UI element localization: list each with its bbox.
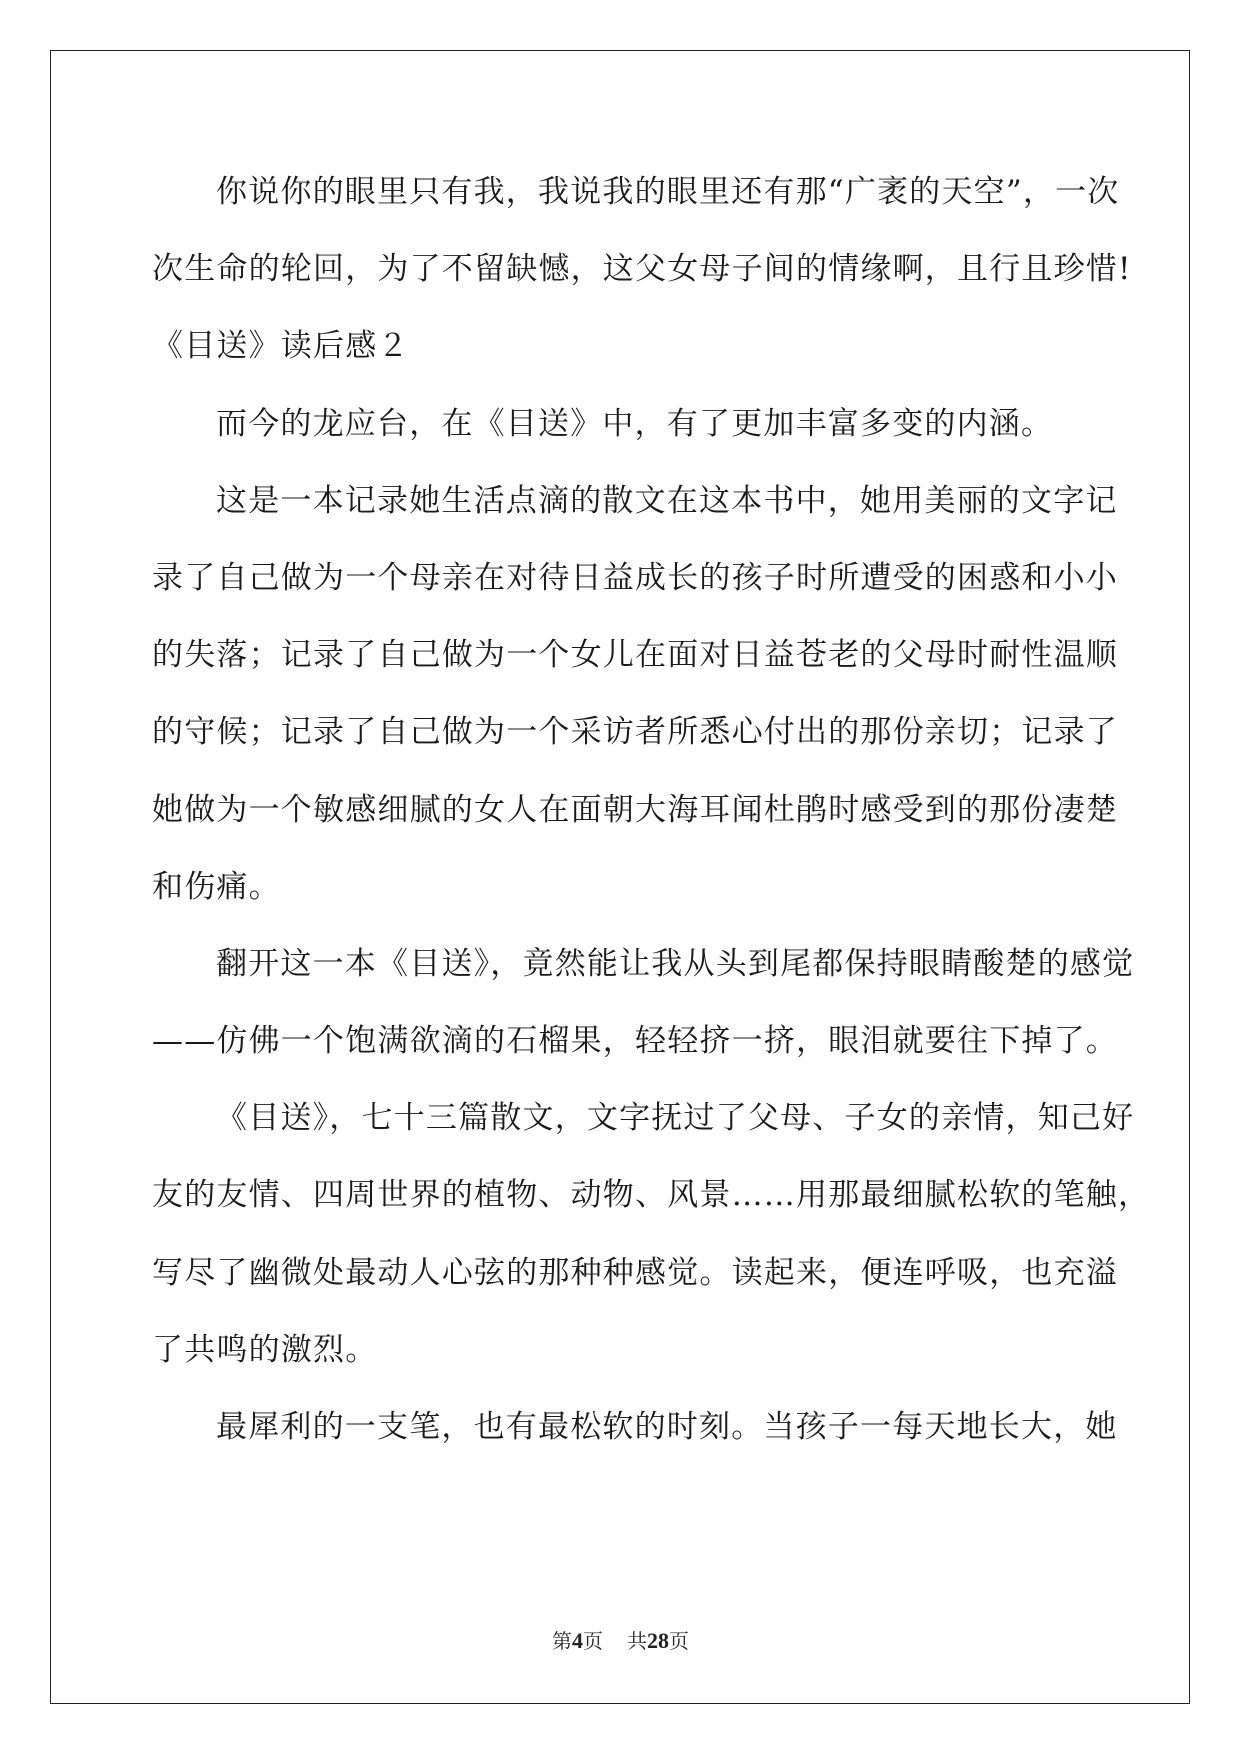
text-line: 录了自己做为一个母亲在对待日益成长的孩子时所遭受的困惑和小小 <box>152 559 1118 596</box>
text-line: 这是一本记录她生活点滴的散文在这本书中，她用美丽的文字记 <box>216 482 1118 519</box>
text-line: 友的友情、四周世界的植物、动物、风景……用那最细腻松软的笔触， <box>152 1177 1151 1214</box>
text-line: 次生命的轮回，为了不留缺憾，这父女母子间的情缘啊，且行且珍惜! <box>152 251 1132 288</box>
text-line: 她做为一个敏感细腻的女人在面朝大海耳闻杜鹃时感受到的那份凄楚 <box>152 791 1118 828</box>
total-prefix: 共 <box>627 1629 647 1653</box>
document-body <box>152 162 1151 1474</box>
text-line: 而今的龙应台，在《目送》中，有了更加丰富多变的内涵。 <box>216 405 1054 442</box>
text-line: 最犀利的一支笔，也有最松软的时刻。当孩子一每天地长大，她 <box>216 1409 1118 1445</box>
page-number: 4 <box>572 1628 583 1653</box>
text-line: 你说你的眼里只有我，我说我的眼里还有那“广袤的天空”，一次 <box>216 174 1120 210</box>
total-suffix: 页 <box>669 1629 689 1653</box>
text-line: 写尽了幽微处最动人心弦的那种种感觉。读起来，便连呼吸，也充溢 <box>152 1254 1118 1291</box>
text-line: 的失落；记录了自己做为一个女儿在面对日益苍老的父母时耐性温顺 <box>152 637 1118 674</box>
text-line: ——仿佛一个饱满欲滴的石榴果，轻轻挤一挤，眼泪就要往下掉了。 <box>152 1023 1118 1060</box>
text-line: 《目送》，七十三篇散文，文字抚过了父母、子女的亲情，知己好 <box>216 1100 1135 1137</box>
text-line: 翻开这一本《目送》，竟然能让我从头到尾都保持眼睛酸楚的感觉 <box>216 945 1135 982</box>
text-line: 的守候；记录了自己做为一个采访者所悉心付出的那份亲切；记录了 <box>152 714 1118 751</box>
page-prefix: 第 <box>552 1629 572 1653</box>
total-pages: 28 <box>647 1628 669 1653</box>
text-line: 和伤痛。 <box>152 868 281 905</box>
text-line: 《目送》读后感２ <box>152 328 410 365</box>
page-footer <box>0 1625 1241 1654</box>
page-suffix: 页 <box>583 1629 603 1653</box>
text-line: 了共鸣的激烈。 <box>152 1331 378 1368</box>
